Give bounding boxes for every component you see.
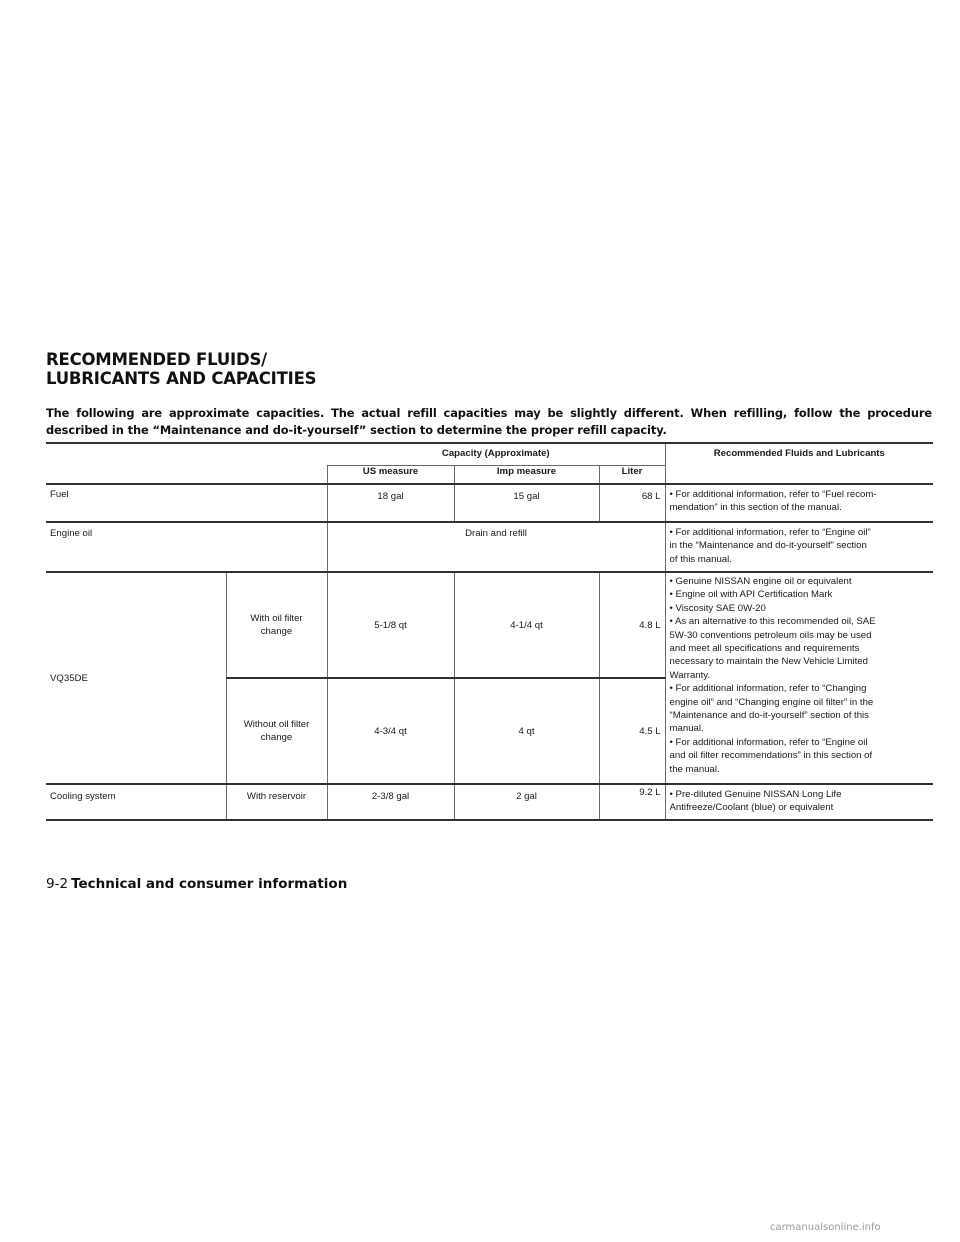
fuel-imp: 15 gal (454, 484, 599, 522)
header-blank-2 (46, 466, 327, 485)
with-filter-us: 5-1/8 qt (327, 572, 454, 678)
cooling-sub: With reservoir (226, 784, 327, 820)
fuel-note-line: mendation” in this section of the manual. (669, 502, 842, 514)
header-recommended: Recommended Fluids and Lubricants (665, 443, 933, 484)
table-row-cooling (46, 784, 933, 820)
vq35de-note-line: • As an alternative to this recommended oil, SAE (669, 616, 876, 628)
with-filter-label-line: change (260, 626, 293, 637)
section-title (46, 350, 316, 388)
watermark: carmanualsonline.info (770, 1222, 881, 1233)
page-footer (46, 876, 347, 892)
vq35de-note-line: 5W-30 conventions petroleum oils may be used (669, 629, 872, 641)
vq35de-note-line: • Genuine NISSAN engine oil or equivalent (669, 576, 852, 587)
without-filter-us: 4-3/4 qt (327, 678, 454, 784)
vq35de-note-line: manual. (669, 723, 704, 735)
with-filter-liter: 4.8 L (599, 572, 665, 678)
header-blank (46, 443, 327, 466)
vq35de-note-line: • For additional information, refer to “Changing (669, 683, 867, 695)
cooling-note-line: • Pre-diluted Genuine NISSAN Long Life (669, 789, 842, 800)
vq35de-note-line: “Maintenance and do-it-yourself” section of this (669, 710, 869, 722)
intro-paragraph: The following are approximate capacities. The actual refill capacities may be slightly different. When refilling, follow the procedure described in the “Maintenance and do-it-yourself” section to determine the proper refill capacity. (46, 406, 932, 437)
with-filter-label-line: With oil filter (250, 613, 303, 624)
vq35de-note-line: and oil filter recommendations” in this section of (669, 750, 873, 762)
row-label-engine-oil: Engine oil (46, 522, 327, 572)
cooling-us: 2-3/8 gal (327, 784, 454, 820)
engine-oil-note-line: • For additional information, refer to “Engine oil” (669, 527, 871, 538)
cooling-liter: 9.2 L (599, 784, 665, 820)
vq35de-notes (665, 572, 933, 784)
header-row-1 (46, 443, 933, 466)
fuel-us: 18 gal (327, 484, 454, 522)
capacities-table (46, 442, 933, 821)
fuel-note-line: • For additional information, refer to “Fuel recom- (669, 489, 877, 500)
header-imp: Imp measure (454, 466, 599, 485)
cooling-notes (665, 784, 933, 820)
fuel-liter: 68 L (599, 484, 665, 522)
row-label-fuel: Fuel (46, 484, 327, 522)
header-capacity: Capacity (Approximate) (327, 443, 665, 466)
header-us: US measure (327, 466, 454, 485)
row-label-cooling: Cooling system (46, 784, 226, 820)
with-filter-imp: 4-1/4 qt (454, 572, 599, 678)
vq35de-note-line: • Engine oil with API Certification Mark (669, 589, 833, 601)
without-filter-label (226, 678, 327, 784)
vq35de-note-line: the manual. (669, 763, 720, 775)
table-row-with-filter (46, 572, 933, 678)
without-filter-imp: 4 qt (454, 678, 599, 784)
engine-oil-notes (665, 522, 933, 572)
vq35de-note-line: Warranty. (669, 669, 711, 681)
engine-oil-value: Drain and refill (327, 522, 665, 572)
without-filter-liter: 4.5 L (599, 678, 665, 784)
vq35de-note-line: • Viscosity SAE 0W-20 (669, 602, 766, 614)
table-row-fuel (46, 484, 933, 522)
page-number: 9-2 (46, 876, 69, 892)
engine-oil-note-line: of this manual. (669, 553, 732, 565)
vq35de-note-line: and meet all specifications and requirements (669, 643, 860, 655)
without-filter-label-line: Without oil filter (243, 719, 310, 730)
row-label-vq35de: VQ35DE (46, 572, 226, 784)
section-title-line-2: LUBRICANTS AND CAPACITIES (46, 369, 317, 388)
vq35de-note-line: • For additional information, refer to “Engine oil (669, 736, 868, 748)
cooling-imp: 2 gal (454, 784, 599, 820)
fuel-notes (665, 484, 933, 522)
without-filter-label-line: change (260, 732, 293, 743)
cooling-note-line: Antifreeze/Coolant (blue) or equivalent (669, 802, 834, 814)
header-liter: Liter (599, 466, 665, 485)
section-title-line-1: RECOMMENDED FLUIDS/ (46, 350, 267, 369)
vq35de-note-line: necessary to maintain the New Vehicle Limited (669, 656, 868, 668)
with-filter-label (226, 572, 327, 678)
chapter-title: Technical and consumer information (71, 876, 348, 892)
table-row-engine-oil (46, 522, 933, 572)
engine-oil-note-line: in the “Maintenance and do-it-yourself” section (669, 540, 867, 552)
vq35de-note-line: engine oil” and “Changing engine oil filter” in the (669, 696, 874, 708)
